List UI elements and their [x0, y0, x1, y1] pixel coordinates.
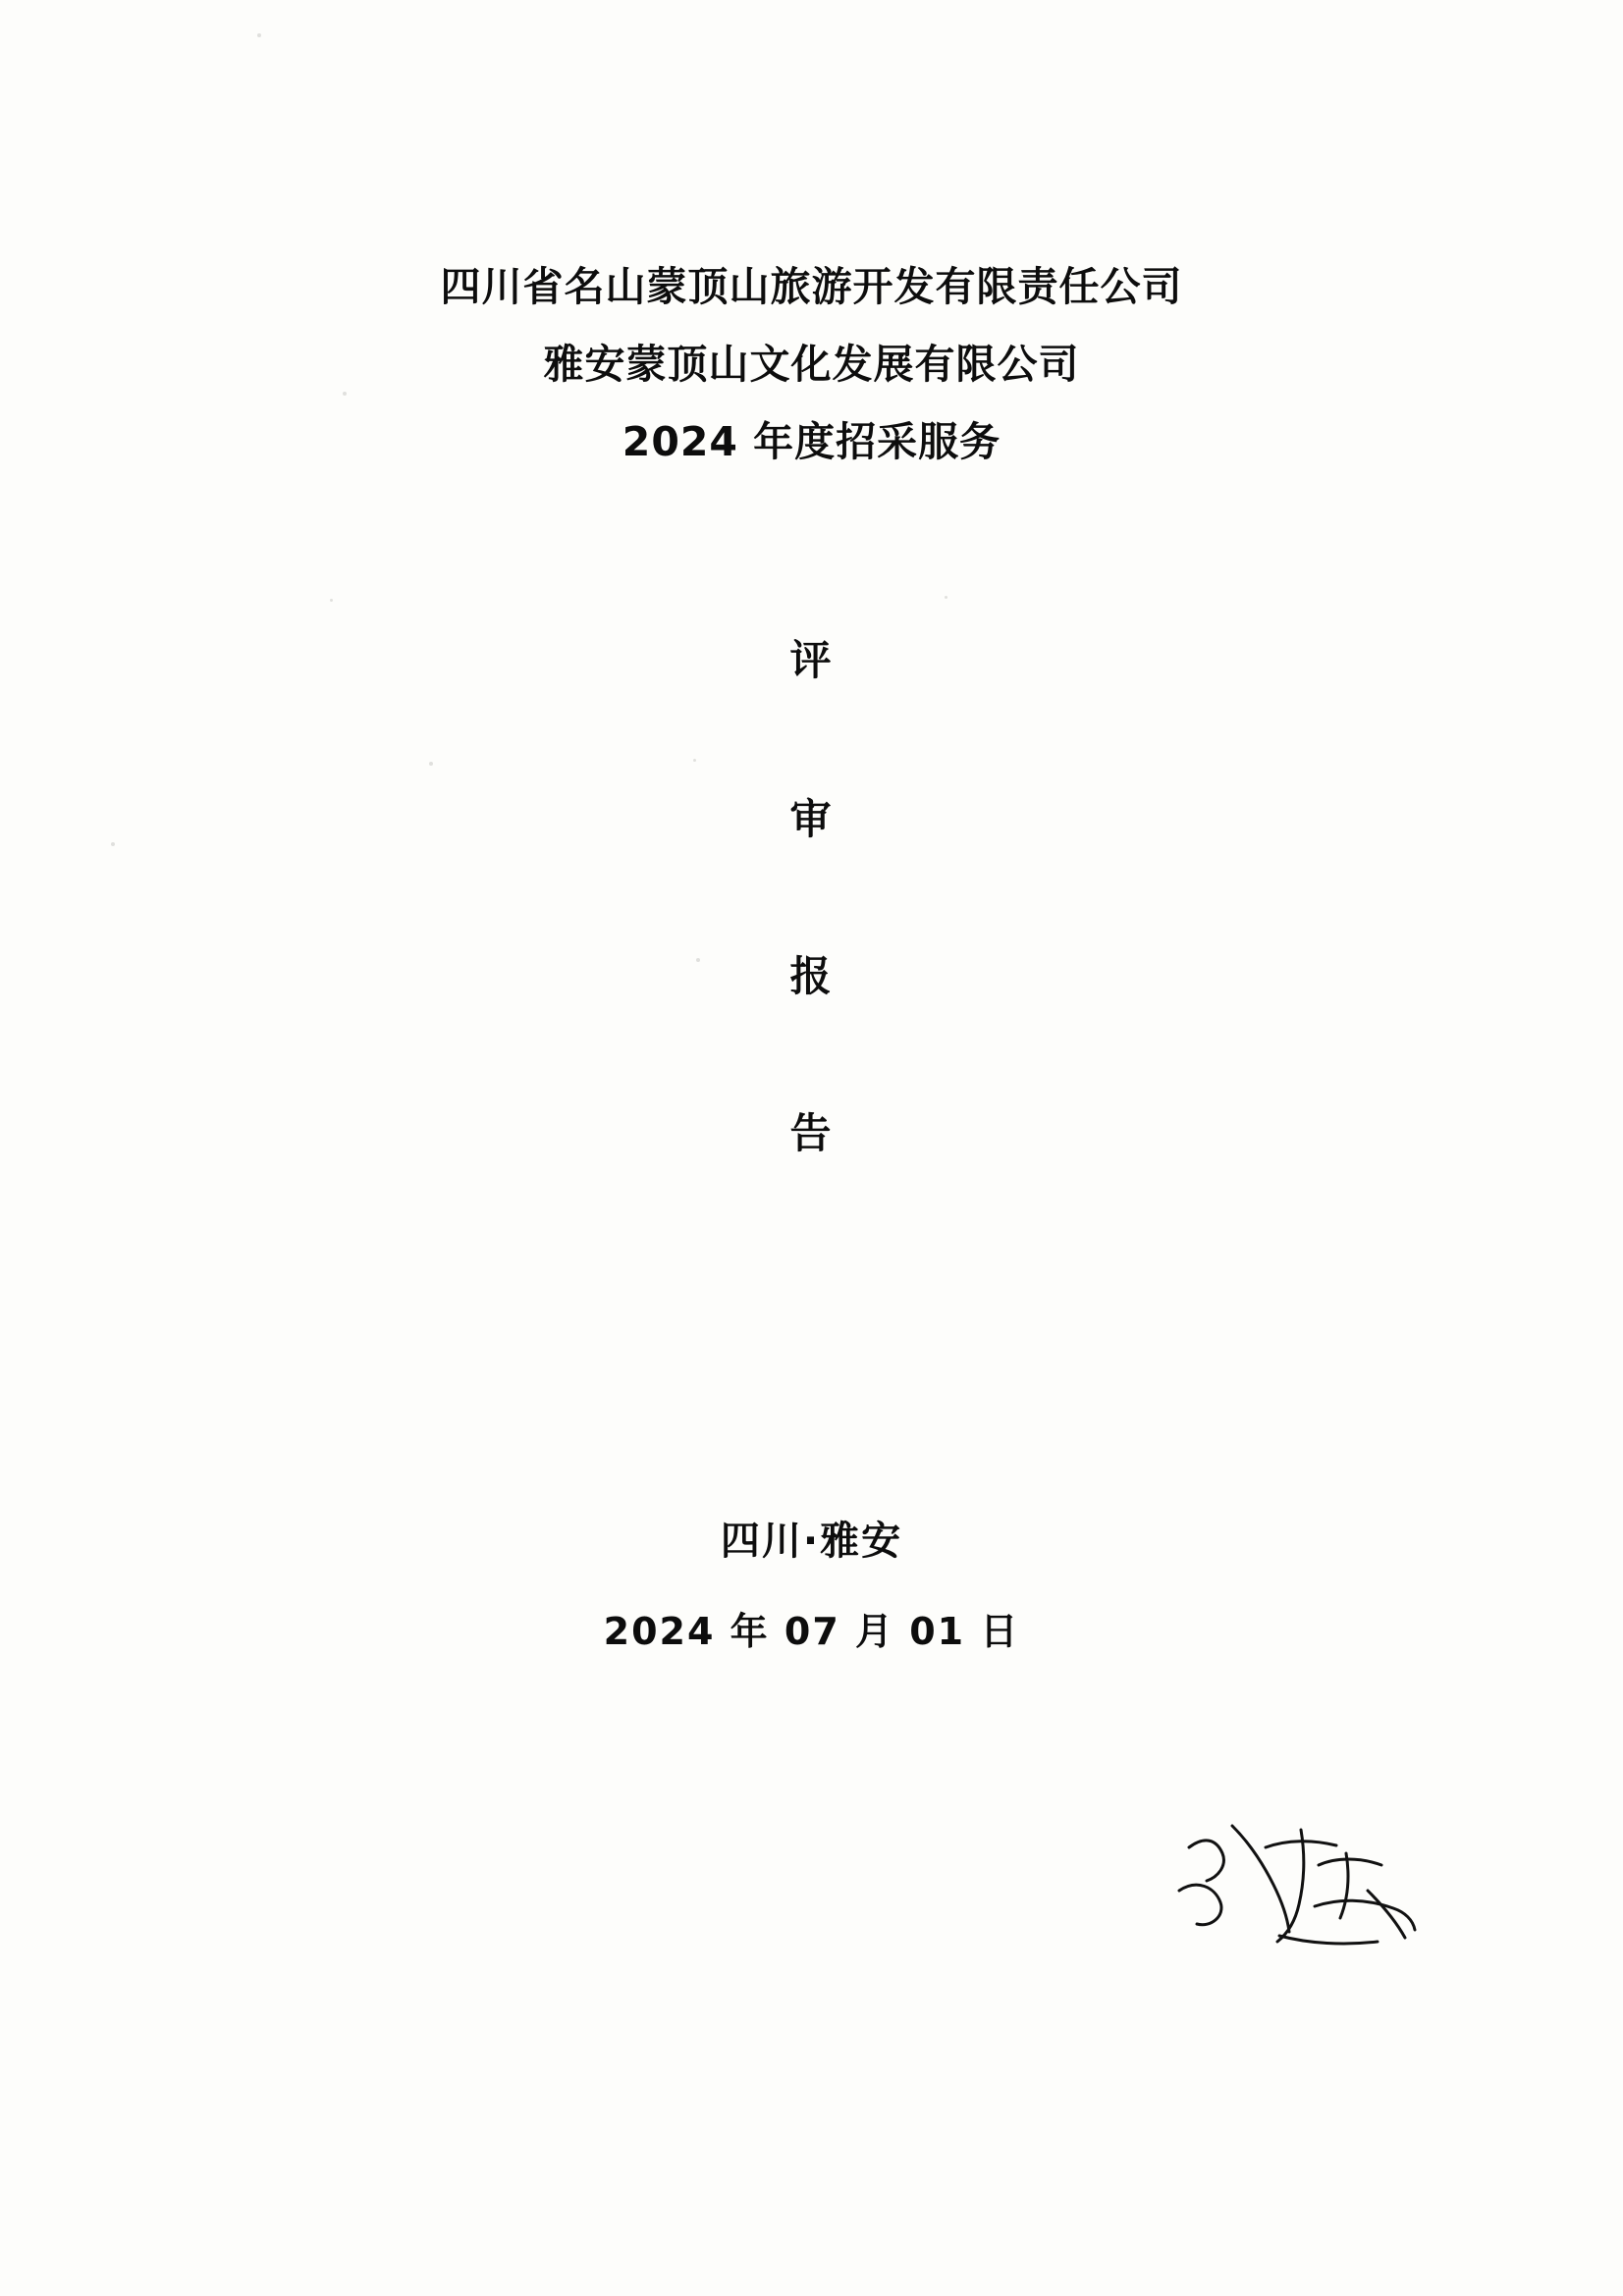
- title-line-subject: 2024 年度招采服务: [622, 418, 1001, 465]
- place-text: 四川·雅安: [720, 1519, 903, 1564]
- title-line-company-1: 四川省名山蒙顶山旅游开发有限责任公司: [440, 263, 1183, 310]
- title-line-company-2: 雅安蒙顶山文化发展有限公司: [543, 341, 1080, 388]
- signature-mark: [1171, 1796, 1427, 1973]
- date-text: 2024 年 07 月 01 日: [603, 1610, 1020, 1653]
- report-title-char-3: 报: [789, 952, 834, 1000]
- document-title-block: [0, 263, 1623, 465]
- place-date-block: [0, 1510, 1623, 1655]
- report-title-char-1: 评: [789, 636, 834, 684]
- report-title-char-4: 告: [789, 1109, 834, 1157]
- report-title-char-2: 审: [789, 795, 834, 843]
